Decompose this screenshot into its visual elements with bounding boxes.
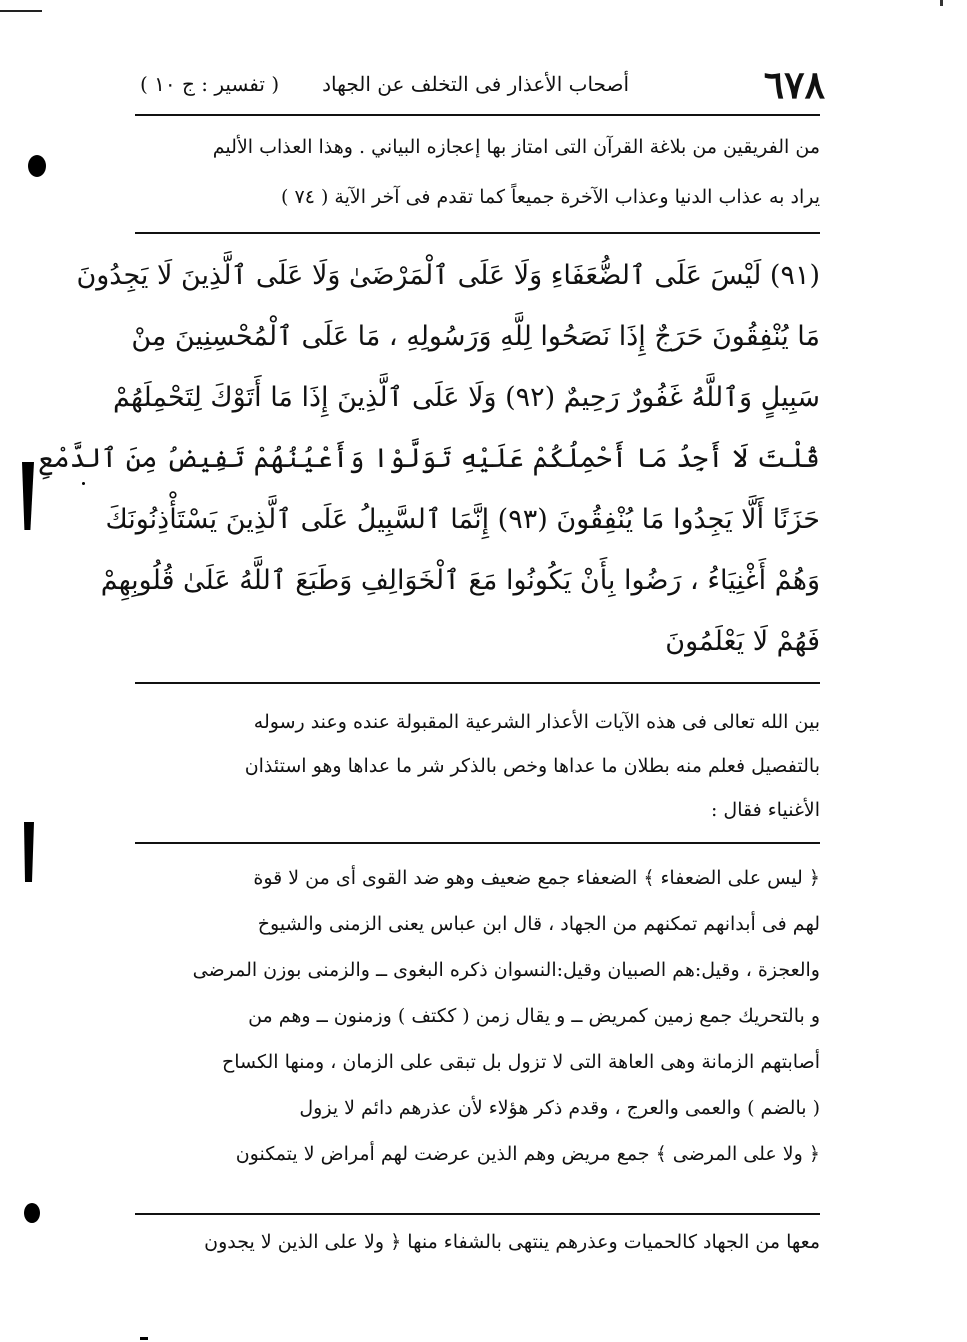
commentary-paragraph	[140, 855, 820, 1177]
text-line: بالتفصيل فعلم منه بطلان ما عداها وخص بالذكر شر ما عداها وهو استئذان	[244, 755, 820, 777]
verse-line: وَهُمْ أَغْنِيَاءُ ، رَضُوا بِأَنْ يَكُونُوا مَعَ ٱلْخَوَالِفِ وَطَبَعَ ٱللَّهُ عَلَىٰ قُلُوبِهِمْ	[100, 565, 820, 596]
text-line: والعجزة ، وقيل:هم الصبيان وقيل:النسوان ذكره البغوى ــ والزمنى بوزن المرضى	[192, 959, 820, 981]
continuation-paragraph	[140, 1222, 820, 1262]
text-line: يراد به عذاب الدنيا وعذاب الآخرة جميعاً كما تقدم فى آخر الآية ( ٧٤ )	[281, 186, 820, 208]
section-rule	[135, 232, 820, 234]
text-line: أصابتهم الزمانة وهى العاهة التى لا تزول بل تبقى على الزمان ، ومنها الكساح	[221, 1051, 820, 1073]
volume-reference: ( تفسير : ج ١٠ )	[140, 72, 280, 96]
scan-corner-mark	[0, 10, 42, 12]
text-line: بين الله تعالى فى هذه الآيات الأعذار الشرعية المقبولة عنده وعند رسوله	[253, 711, 820, 733]
margin-ink-mark	[24, 822, 34, 882]
section-rule	[135, 682, 820, 684]
text-line: ( بالضم ) والعمى والعرج ، وقدم ذكر هؤلاء لأن عذرهم دائم لا يزول	[299, 1097, 820, 1119]
header-rule	[135, 114, 820, 116]
verse-line: حَزَنًا أَلَّا يَجِدُوا مَا يُنْفِقُونَ (٩٣) إِنَّمَا ٱلسَّبِيلُ عَلَى ٱلَّذِينَ يَسْتَأْذِنُونَكَ	[105, 504, 820, 535]
verse-line: سَبِيلٍ وَٱللَّهُ غَفُورٌ رَحِيمٌ (٩٢) وَلَا عَلَى ٱلَّذِينَ إِذَا مَا أَتَوْكَ لِتَحْمِلَهُمْ	[113, 382, 820, 413]
page-header	[140, 60, 825, 110]
binding-hole-mark	[28, 155, 46, 177]
text-line: ﴿ ولا على المرضى ﴾ جمع مريض وهم الذين عرضت لهم أمراض لا يتمكنون	[235, 1143, 820, 1165]
scan-speck	[940, 0, 943, 6]
section-rule	[135, 842, 820, 844]
page-number: ٦٧٨	[763, 62, 825, 107]
verse-line: قُلْتَ لَا أَجِدُ مَا أَحْمِلُكُمْ عَلَيْهِ تَوَلَّوْا وَأَعْيُنُهُمْ تَفِيضُ مِنَ ٱلدَّمْعِ	[38, 443, 820, 474]
intro-paragraph	[140, 122, 820, 222]
scan-speck	[82, 482, 85, 485]
binding-hole-mark	[24, 1203, 40, 1223]
verse-line: مَا يُنْفِقُونَ حَرَجٌ إِذَا نَصَحُوا لِلَّهِ وَرَسُولِهِ ، مَا عَلَى ٱلْمُحْسِنِينَ مِنْ	[131, 321, 820, 352]
verse-line: فَهُمْ لَا يَعْلَمُونَ	[665, 626, 820, 657]
text-line: الأغنياء فقال :	[710, 799, 820, 821]
text-line: معها من الجهاد كالحميات وعذرهم ينتهى بالشفاء منها ﴿ ولا على الذين لا يجدون	[204, 1231, 820, 1253]
text-line: و بالتحريك جمع زمين كمريض ــ و يقال زمن ( ككتف ) وزمنون ــ وهم من	[248, 1005, 820, 1027]
section-rule	[135, 1213, 820, 1215]
running-title: أصحاب الأعذار فى التخلف عن الجهاد	[322, 72, 629, 96]
text-line: ﴿ ليس على الضعفاء ﴾ الضعفاء جمع ضعيف وهو ضد القوى أى من لا قوة	[253, 867, 820, 889]
commentary-intro-paragraph	[140, 700, 820, 832]
verse-line: (٩١) لَيْسَ عَلَى ٱلضُّعَفَاءِ وَلَا عَلَى ٱلْمَرْضَىٰ وَلَا عَلَى ٱلَّذِينَ لَا يَجِدُونَ	[76, 260, 820, 291]
text-line: لهم فى أبدانهم تمكنهم من الجهاد ، قال ابن عباس يعنى الزمنى والشيوخ	[257, 913, 820, 935]
margin-ink-mark	[22, 462, 34, 530]
text-line: من الفريقين من بلاغة القرآن التى امتاز بها إعجازه البياني . وهذا العذاب الأليم	[212, 136, 820, 158]
quran-verses	[38, 245, 820, 672]
scan-speck	[140, 1337, 148, 1340]
